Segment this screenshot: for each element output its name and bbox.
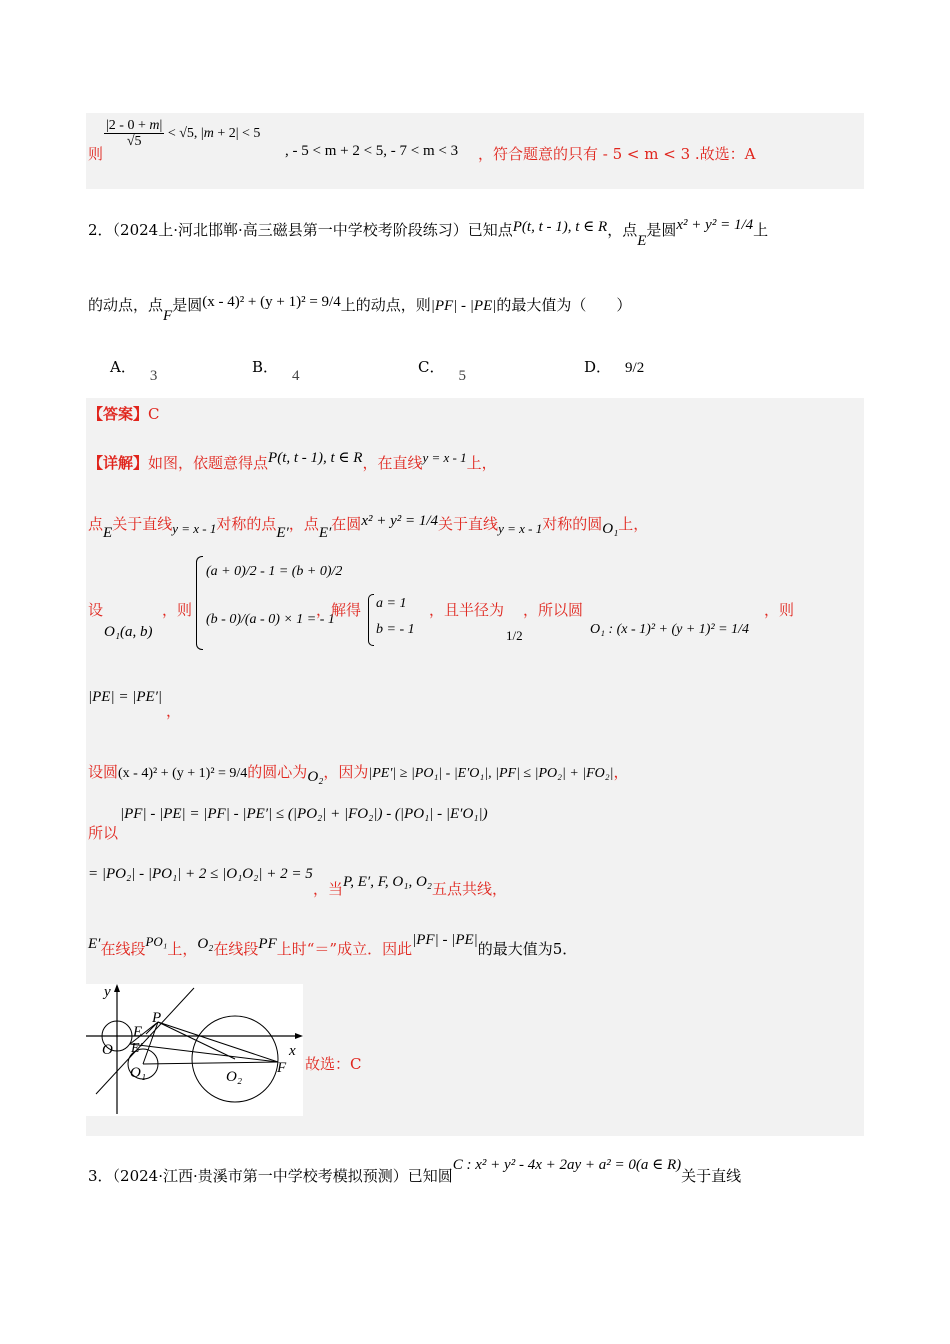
q2-line1: 2．（2024上·河北邯郸·高三磁县第一中学校考阶段练习）已知点P(t, t - 1), t ∈ R，点E是圆x² + y² = 1/4上: [88, 217, 769, 249]
option-b: B． 4: [252, 358, 300, 384]
top-tail: ，符合题意的只有 - 5 < m < 3 .故选：A: [478, 145, 756, 163]
detail-line2: 点E关于直线y = x - 1对称的点E′，点E′在圆x² + y² = 1/4关于直线y = x - 1对称的圆O₁上，: [88, 513, 649, 541]
segment-ef: [130, 1044, 278, 1062]
x-arrow-icon: [295, 1033, 303, 1039]
top-cond1: $\frac{|2 - 0 + m|}{√5}$ < √5, |m + 2| < 5: [106, 118, 261, 150]
segment-po2: [158, 1022, 235, 1059]
detail-line8: E′在线段PO₁上，O₂在线段PF上时“＝”成立．因此|PF| - |PE|的最大值为5．: [88, 932, 578, 958]
label-p: P: [152, 1010, 162, 1026]
label-f: F: [277, 1060, 287, 1076]
conclusion: 故选：C: [305, 1055, 362, 1073]
geometry-figure: [86, 984, 303, 1116]
circle-o1-eq: O₁ : (x - 1)² + (y + 1)² = 1/4: [590, 622, 750, 637]
answer-line: 【答案】C: [88, 405, 160, 423]
detail-line3-c: ，解得: [316, 601, 362, 619]
detail-line4: |PE| = |PE′|: [88, 689, 163, 705]
label-e: E: [133, 1024, 143, 1040]
q3-circle: C : x² + y² - 4x + 2ay + a² = 0(a ∈ R): [452, 1157, 682, 1173]
detail-line3-d: ，且半径为: [429, 601, 505, 619]
figure-svg: [86, 984, 303, 1116]
y-arrow-icon: [114, 984, 120, 992]
solution-system: a = 1 b = - 1: [368, 594, 428, 644]
option-c: C． 5: [418, 358, 466, 384]
label-e-prime: E′: [131, 1041, 143, 1056]
detail-line7-tail: ，当P, E′, F, O₁, O₂五点共线，: [313, 874, 508, 898]
detail-line7-expr: = |PO₂| - |PO₁| + 2 ≤ |O₁O₂| + 2 = 5: [88, 866, 313, 882]
detail-line3-a: 设: [88, 601, 104, 619]
detail-line5: 设圆(x - 4)² + (y + 1)² = 9/4的圆心为O₂，因为|PE′| ≥ |PO₁| - |E′O₁|, |PF| ≤ |PO₂| + |FO₂|，: [88, 763, 629, 785]
q2-circle2: (x - 4)² + (y + 1)² = 9/4: [202, 294, 341, 310]
system-eq2: (b - 0)/(a - 0) × 1 = - 1: [206, 612, 335, 627]
option-d: D． 9/2: [584, 358, 645, 376]
label-x: x: [289, 1043, 296, 1059]
q3-line: 3．（2024·江西·贵溪市第一中学校考模拟预测）已知圆C : x² + y² - 4x + 2ay + a² = 0(a ∈ R)关于直线: [88, 1157, 742, 1185]
detail-line3-f: ，则: [764, 601, 795, 619]
top-ze: 则: [88, 145, 104, 163]
detail-line3-b: ，则: [162, 601, 193, 619]
q2-circle1: x² + y² = 1/4: [676, 217, 754, 233]
detail-line6-label: 所以: [88, 824, 119, 842]
segment-pf: [158, 1022, 278, 1062]
q2-expr: |PF| - |PE|: [430, 298, 497, 314]
segment-o1f: [143, 1062, 278, 1064]
detail-line4-comma: ，: [166, 702, 182, 720]
q2-line2: 的动点，点F是圆(x - 4)² + (y + 1)² = 9/4上的动点，则|PF| - |PE|的最大值为（ ）: [88, 294, 632, 324]
top-cond2: , - 5 < m + 2 < 5, - 7 < m < 3: [285, 143, 459, 159]
o1-coords: O₁(a, b): [104, 624, 153, 640]
detail-line6-expr: |PF| - |PE| = |PF| - |PE′| ≤ (|PO₂| + |FO₂|) - (|PO₁| - |E′O₁|): [120, 806, 488, 822]
label-o1: O₁: [130, 1065, 147, 1081]
label-o2: O₂: [226, 1069, 243, 1085]
radius-value: 1/2: [506, 628, 523, 643]
label-o: O: [102, 1042, 113, 1058]
system-eq1: (a + 0)/2 - 1 = (b + 0)/2: [206, 564, 343, 579]
detail-line1: 【详解】如图，依题意得点P(t, t - 1), t ∈ R，在直线y = x - 1上，: [88, 450, 497, 472]
option-a: A． 3: [110, 358, 158, 384]
label-y: y: [104, 984, 111, 1000]
detail-line3-e: ，所以圆: [523, 601, 584, 619]
q2-point-p: P(t, t - 1), t ∈ R: [512, 219, 608, 235]
